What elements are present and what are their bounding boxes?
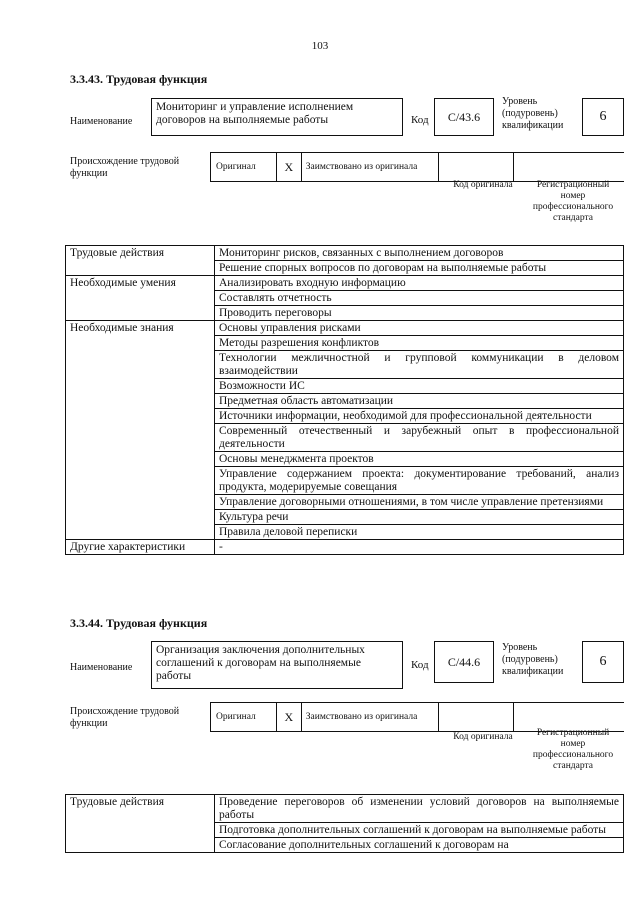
- function-table: [65, 794, 624, 853]
- table-cell: -: [215, 540, 624, 555]
- reg-number-cell: [514, 703, 624, 731]
- borrowed-label: Заимствовано из оригинала: [302, 153, 440, 181]
- table-cell: Современный отечественный и зарубежный опыт в профессиональной деятельности: [215, 424, 624, 452]
- original-mark: X: [277, 703, 302, 731]
- original-mark: X: [277, 153, 302, 181]
- table-cell: Анализировать входную информацию: [215, 276, 624, 291]
- page-number: 103: [311, 40, 329, 52]
- table-row: [66, 276, 624, 291]
- table-cell: Методы разрешения конфликтов: [215, 336, 624, 351]
- qualification-level: 6: [582, 641, 624, 683]
- row-label: Трудовые действия: [66, 795, 215, 853]
- level-label: Уровень (подуровень) квалификации: [502, 96, 564, 131]
- table-cell: Мониторинг рисков, связанных с выполнением договоров: [215, 246, 624, 261]
- table-cell: Подготовка дополнительных соглашений к договорам на выполняемые работы: [215, 823, 624, 838]
- code-label: Код: [411, 114, 429, 126]
- table-cell: Культура речи: [215, 510, 624, 525]
- table-cell: Технологии межличностной и групповой коммуникации в деловом взаимодействии: [215, 351, 624, 379]
- original-code-cell: [439, 153, 514, 181]
- table-cell: Основы управления рисками: [215, 321, 624, 336]
- section-title: 3.3.44. Трудовая функция: [70, 616, 208, 630]
- level-label: Уровень (подуровень) квалификации: [502, 642, 564, 677]
- origin-label: Происхождение трудовой функции: [70, 706, 180, 729]
- table-cell: Управление договорными отношениями, в том числе управление претензиями: [215, 495, 624, 510]
- table-cell: Возможности ИС: [215, 379, 624, 394]
- row-label: Необходимые знания: [66, 321, 215, 540]
- table-row: [66, 246, 624, 261]
- original-label: Оригинал: [211, 153, 277, 181]
- code-original-label: Код оригинала: [453, 180, 513, 190]
- original-label: Оригинал: [211, 703, 277, 731]
- function-name: Мониторинг и управление исполнением договоров на выполняемые работы: [151, 98, 403, 136]
- table-cell: Управление содержанием проекта: документирование требований, анализ продукта, модерируемые совещания: [215, 467, 624, 495]
- row-label: Трудовые действия: [66, 246, 215, 276]
- table-cell: Согласование дополнительных соглашений к договорам на: [215, 838, 624, 853]
- function-name: Организация заключения дополнительных соглашений к договорам на выполняемые работы: [151, 641, 403, 689]
- origin-label: Происхождение трудовой функции: [70, 156, 180, 179]
- table-row: [66, 321, 624, 336]
- table-cell: Основы менеджмента проектов: [215, 452, 624, 467]
- table-cell: Решение спорных вопросов по договорам на выполняемые работы: [215, 261, 624, 276]
- table-cell: Источники информации, необходимой для профессиональной деятельности: [215, 409, 624, 424]
- row-label: Необходимые умения: [66, 276, 215, 321]
- code-original-label: Код оригинала: [453, 732, 513, 742]
- table-cell: Проводить переговоры: [215, 306, 624, 321]
- row-label: Другие характеристики: [66, 540, 215, 555]
- table-row: [66, 540, 624, 555]
- name-label: Наименование: [70, 662, 133, 673]
- function-code: C/43.6: [434, 98, 494, 136]
- name-label: Наименование: [70, 116, 133, 127]
- section-title: 3.3.43. Трудовая функция: [70, 72, 208, 86]
- function-code: C/44.6: [434, 641, 494, 683]
- table-cell: Правила деловой переписки: [215, 525, 624, 540]
- table-row: [66, 795, 624, 823]
- original-code-cell: [439, 703, 514, 731]
- borrowed-label: Заимствовано из оригинала: [302, 703, 440, 731]
- qualification-level: 6: [582, 98, 624, 136]
- table-cell: Предметная область автоматизации: [215, 394, 624, 409]
- reg-number-label: Регистрационный номер профессионального стандарта: [532, 728, 614, 771]
- code-label: Код: [411, 659, 429, 671]
- reg-number-cell: [514, 153, 624, 181]
- origin-row: [210, 152, 624, 182]
- table-cell: Проведение переговоров об изменении условий договоров на выполняемые работы: [215, 795, 624, 823]
- function-table: [65, 245, 624, 555]
- reg-number-label: Регистрационный номер профессионального стандарта: [532, 180, 614, 223]
- table-cell: Составлять отчетность: [215, 291, 624, 306]
